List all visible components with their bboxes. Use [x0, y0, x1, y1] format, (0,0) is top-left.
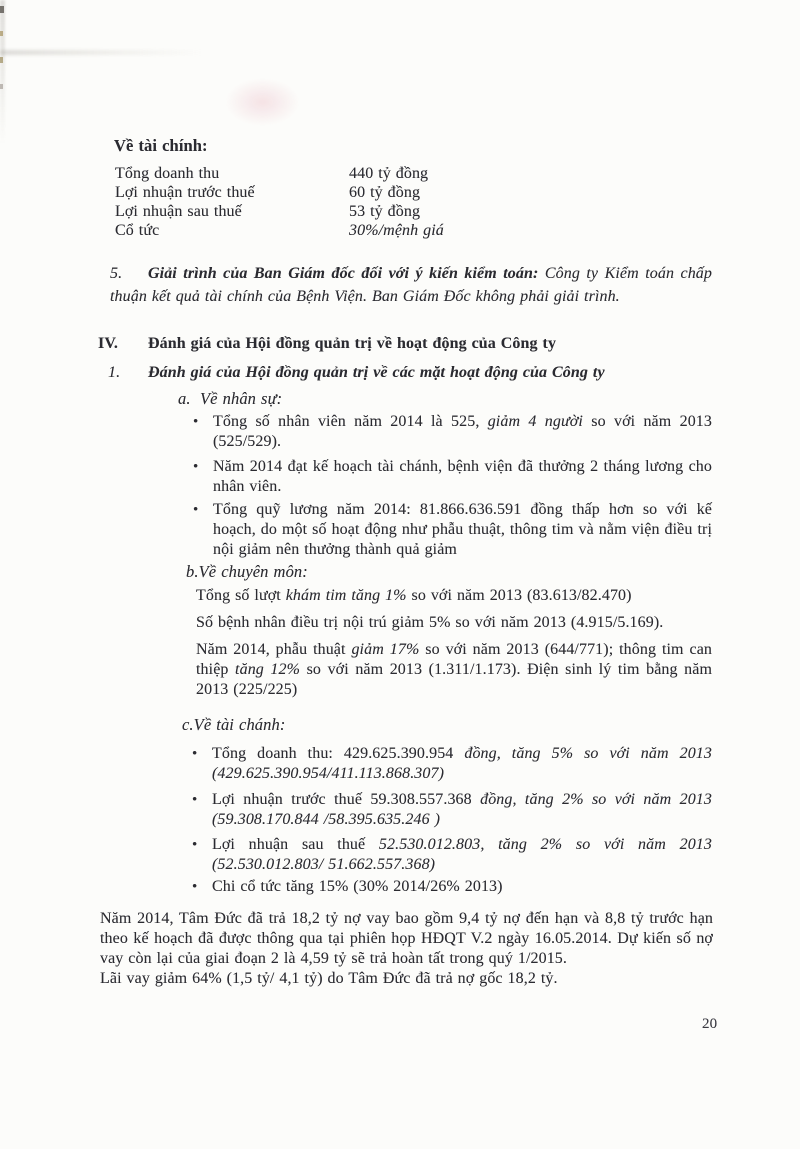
bullet-text: Lợi nhuận trước thuế 59.308.557.368 đồng, tăng 2% so với năm 2013 (59.308.170.844 /58.395.635.246 ): [212, 791, 713, 828]
subsection-1-number: 1.: [108, 364, 121, 381]
bullet-item: [193, 412, 712, 452]
item-5-number: 5.: [110, 265, 123, 282]
bullet-text: Lợi nhuận sau thuế 52.530.012.803, tăng 2% so với năm 2013 (52.530.012.803/ 51.662.557.368): [212, 836, 712, 873]
financial-summary-table: [115, 164, 615, 240]
financial-row-value: 440 tỷ đồng: [349, 165, 429, 182]
financial-row: [115, 202, 615, 221]
part-a-heading: [178, 388, 282, 409]
bullet-marker: •: [192, 746, 198, 762]
bullet-marker: •: [192, 837, 198, 853]
financial-row: [115, 183, 615, 202]
financial-row-label: Tổng doanh thu: [115, 165, 220, 182]
part-b-heading: b.Về chuyên môn:: [186, 562, 308, 581]
financial-heading: Về tài chính:: [114, 136, 208, 155]
bullet-text: Chi cổ tức tăng 15% (30% 2014/26% 2013): [212, 878, 503, 895]
scan-left-edge-shading: [0, 0, 5, 170]
bullet-item: [193, 457, 712, 497]
bullet-marker: •: [192, 879, 198, 895]
bullet-item: [192, 877, 712, 897]
financial-row-value: 60 tỷ đồng: [349, 184, 421, 201]
scan-ink-smudge: [225, 78, 300, 126]
paragraph: Tổng số lượt khám tim tăng 1% so với năm 2013 (83.613/82.470): [196, 587, 632, 604]
closing-paragraph-2: Lãi vay giảm 64% (1,5 tỷ/ 4,1 tỷ) do Tâm Đức đã trả nợ gốc 18,2 tỷ.: [100, 970, 558, 987]
paragraph: Số bệnh nhân điều trị nội trú giảm 5% so với năm 2013 (4.915/5.169).: [196, 614, 664, 631]
section-iv-heading: [98, 333, 556, 354]
bullet-item: [192, 835, 712, 875]
bullet-marker: •: [192, 792, 198, 808]
bullet-item: [192, 790, 712, 830]
bullet-marker: •: [193, 459, 199, 475]
bullet-text: Năm 2014 đạt kế hoạch tài chánh, bệnh viện đã thưởng 2 tháng lương cho nhân viên.: [213, 458, 712, 495]
part-a-title: Về nhân sự:: [200, 389, 283, 408]
financial-row-value: 30%/mệnh giá: [349, 222, 444, 239]
bullet-item: [192, 744, 712, 784]
bullet-text: Tổng số nhân viên năm 2014 là 525, giảm 4 người so với năm 2013 (525/529).: [213, 413, 712, 450]
item-5-text: Giải trình của Ban Giám đốc đối với ý kiến kiểm toán: Công ty Kiểm toán chấp thuận kết quả tài chính của Bệnh Viện. Ban Giám Đốc không phải giải trình.: [110, 265, 712, 305]
financial-row-value: 53 tỷ đồng: [349, 203, 421, 220]
bullet-marker: •: [193, 414, 199, 430]
item-5-paragraph: [110, 262, 712, 308]
scan-edge-mark: [0, 6, 4, 13]
page-number: 20: [702, 1016, 718, 1032]
section-iv-number: IV.: [98, 335, 119, 352]
subsection-1-title: Đánh giá của Hội đồng quản trị về các mặt hoạt động của Công ty: [148, 364, 605, 381]
scan-shadow-line: [0, 50, 205, 55]
scan-edge-mark: [0, 31, 3, 36]
financial-row-label: Lợi nhuận sau thuế: [115, 203, 242, 220]
section-iv-title: Đánh giá của Hội đồng quản trị về hoạt động của Công ty: [148, 335, 557, 352]
bullet-marker: •: [193, 502, 199, 518]
financial-row-label: Cổ tức: [115, 222, 160, 239]
financial-row: [115, 164, 615, 183]
subsection-1-heading: [108, 362, 605, 383]
financial-row-label: Lợi nhuận trước thuế: [115, 184, 255, 201]
scan-edge-mark: [0, 57, 3, 63]
bullet-text: Tổng quỹ lương năm 2014: 81.866.636.591 đồng thấp hơn so với kế hoạch, do một số hoạt động như phẫu thuật, thông tim và nằm viện điều trị nội giảm nên thưởng thành quả giảm: [213, 501, 712, 558]
financial-row: [115, 221, 615, 240]
scan-edge-mark: [0, 84, 3, 89]
part-a-number: a.: [178, 389, 191, 408]
part-c-heading: c.Về tài chánh:: [182, 715, 286, 734]
bullet-text: Tổng doanh thu: 429.625.390.954 đồng, tăng 5% so với năm 2013 (429.625.390.954/411.113.868.307): [212, 745, 712, 782]
bullet-item: [193, 500, 712, 560]
paragraph: Năm 2014, phẫu thuật giảm 17% so với năm 2013 (644/771); thông tim can thiệp tăng 12% so với năm 2013 (1.311/1.173). Điện sinh lý tim bằng năm 2013 (225/225): [196, 641, 712, 698]
closing-paragraph-1: Năm 2014, Tâm Đức đã trả 18,2 tỷ nợ vay bao gồm 9,4 tỷ nợ đến hạn và 8,8 tỷ trước hạn theo kế hoạch đã được thông qua tại phiên họp HĐQT V.2 ngày 16.05.2014. Dự kiến số nợ vay còn lại của giai đoạn 2 là 4,59 tỷ sẽ trả hoàn tất trong quý 1/2015.: [100, 910, 713, 967]
